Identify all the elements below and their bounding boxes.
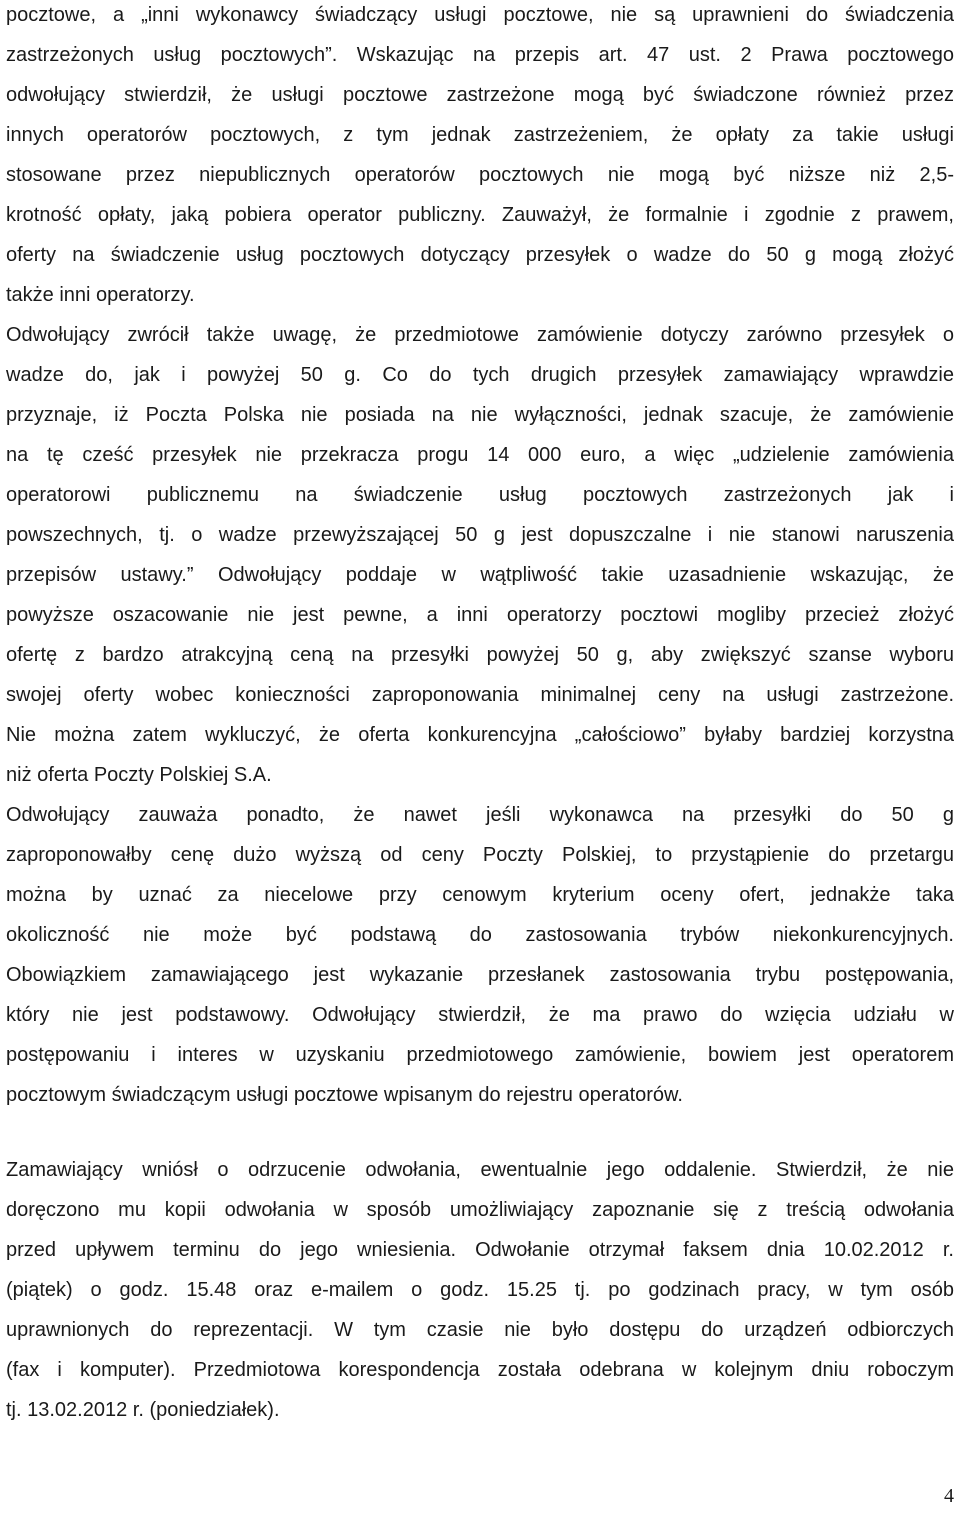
text-line: przyznaje, iż Poczta Polska nie posiada na nie wyłączności, jednak szacuje, że zamówienie: [6, 404, 954, 426]
text-line: który nie jest podstawowy. Odwołujący stwierdził, że ma prawo do wzięcia udziału w: [6, 1004, 954, 1026]
text-line: ofertę z bardzo atrakcyjną ceną na przesyłki powyżej 50 g, aby zwiększyć szanse wyboru: [6, 644, 954, 666]
page-number: 4: [944, 1485, 954, 1507]
text-line: doręczono mu kopii odwołania w sposób umożliwiający zapoznanie się z treścią odwołania: [6, 1199, 954, 1221]
text-line: (piątek) o godz. 15.48 oraz e-mailem o godz. 15.25 tj. po godzinach pracy, w tym osób: [6, 1279, 954, 1301]
text-line: innych operatorów pocztowych, z tym jednak zastrzeżeniem, że opłaty za takie usługi: [6, 124, 954, 146]
text-line: niż oferta Poczty Polskiej S.A.: [6, 764, 272, 786]
text-line: pocztowym świadczącym usługi pocztowe wpisanym do rejestru operatorów.: [6, 1084, 683, 1106]
text-line: przed upływem terminu do jego wniesienia. Odwołanie otrzymał faksem dnia 10.02.2012 r.: [6, 1239, 954, 1261]
text-line: także inni operatorzy.: [6, 284, 195, 306]
text-line: odwołujący stwierdził, że usługi pocztowe zastrzeżone mogą być świadczone również przez: [6, 84, 954, 106]
text-line: stosowane przez niepublicznych operatorów pocztowych nie mogą być niższe niż 2,5-: [6, 164, 954, 186]
text-line: Odwołujący zauważa ponadto, że nawet jeśli wykonawca na przesyłki do 50 g: [6, 804, 954, 826]
text-line: zaproponowałby cenę dużo wyższą od ceny Poczty Polskiej, to przystąpienie do przetargu: [6, 844, 954, 866]
text-line: wadze do, jak i powyżej 50 g. Co do tych drugich przesyłek zamawiający wprawdzie: [6, 364, 954, 386]
text-line: tj. 13.02.2012 r. (poniedziałek).: [6, 1399, 280, 1421]
text-line: swojej oferty wobec konieczności zaproponowania minimalnej ceny na usługi zastrzeżone.: [6, 684, 954, 706]
text-line: na tę cześć przesyłek nie przekracza progu 14 000 euro, a więc „udzielenie zamówienia: [6, 444, 954, 466]
text-line: powyższe oszacowanie nie jest pewne, a inni operatorzy pocztowi mogliby przecież złożyć: [6, 604, 954, 626]
text-line: Odwołujący zwrócił także uwagę, że przedmiotowe zamówienie dotyczy zarówno przesyłek o: [6, 324, 954, 346]
text-line: zastrzeżonych usług pocztowych”. Wskazując na przepis art. 47 ust. 2 Prawa pocztowego: [6, 44, 954, 66]
text-line: Nie można zatem wykluczyć, że oferta konkurencyjna „całościowo” byłaby bardziej korzystna: [6, 724, 954, 746]
text-line: postępowaniu i interes w uzyskaniu przedmiotowego zamówienie, bowiem jest operatorem: [6, 1044, 954, 1066]
text-line: powszechnych, tj. o wadze przewyższającej 50 g jest dopuszczalne i nie stanowi naruszenia: [6, 524, 954, 546]
text-line: okoliczność nie może być podstawą do zastosowania trybów niekonkurencyjnych.: [6, 924, 954, 946]
text-line: oferty na świadczenie usług pocztowych dotyczący przesyłek o wadze do 50 g mogą złożyć: [6, 244, 954, 266]
text-line: Zamawiający wniósł o odrzucenie odwołania, ewentualnie jego oddalenie. Stwierdził, że nie: [6, 1159, 954, 1181]
text-line: (fax i komputer). Przedmiotowa korespondencja została odebrana w kolejnym dniu roboczym: [6, 1359, 954, 1381]
text-line: można by uznać za niecelowe przy cenowym kryterium oceny ofert, jednakże taka: [6, 884, 954, 906]
text-line: pocztowe, a „inni wykonawcy świadczący usługi pocztowe, nie są uprawnieni do świadczenia: [6, 4, 954, 26]
text-line: krotność opłaty, jaką pobiera operator publiczny. Zauważył, że formalnie i zgodnie z prawem,: [6, 204, 954, 226]
text-line: uprawnionych do reprezentacji. W tym czasie nie było dostępu do urządzeń odbiorczych: [6, 1319, 954, 1341]
text-line: przepisów ustawy.” Odwołujący poddaje w wątpliwość takie uzasadnienie wskazując, że: [6, 564, 954, 586]
text-line: operatorowi publicznemu na świadczenie usług pocztowych zastrzeżonych jak i: [6, 484, 954, 506]
text-line: Obowiązkiem zamawiającego jest wykazanie przesłanek zastosowania trybu postępowania,: [6, 964, 954, 986]
